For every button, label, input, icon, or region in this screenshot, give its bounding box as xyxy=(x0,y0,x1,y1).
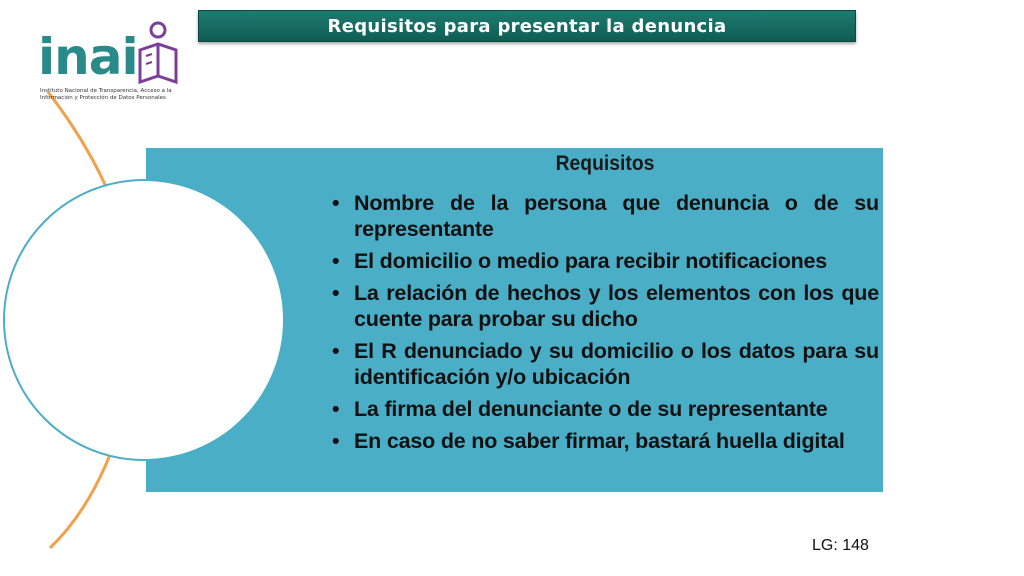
inai-logo xyxy=(38,20,198,110)
slide-title-bar xyxy=(198,10,856,42)
list-item: • La firma del denunciante o de su representante xyxy=(328,396,879,422)
logo-subtitle xyxy=(40,88,180,102)
logo-subtitle-line2: Información y Protección de Datos Personales xyxy=(40,95,166,101)
list-item: • El domicilio o medio para recibir notificaciones xyxy=(328,248,879,274)
logo-wordmark: inai xyxy=(38,28,138,86)
requirements-heading: Requisitos xyxy=(555,152,655,175)
list-item: • En caso de no saber firmar, bastará huella digital xyxy=(328,428,879,454)
slide-title: Requisitos para presentar la denuncia xyxy=(327,15,727,37)
person-book-icon xyxy=(132,20,180,88)
slide-code: LG: 148 xyxy=(812,537,869,554)
list-item: • La relación de hechos y los elementos con los que cuente para probar su dicho xyxy=(328,280,879,332)
list-item: • Nombre de la persona que denuncia o de su representante xyxy=(328,190,879,242)
list-item: • El R denunciado y su domicilio o los datos para su identificación y/o ubicación xyxy=(328,338,879,390)
requirements-list xyxy=(328,190,879,460)
decorative-circle xyxy=(3,179,285,461)
logo-subtitle-line1: Instituto Nacional de Transparencia, Acceso a la xyxy=(40,88,172,94)
